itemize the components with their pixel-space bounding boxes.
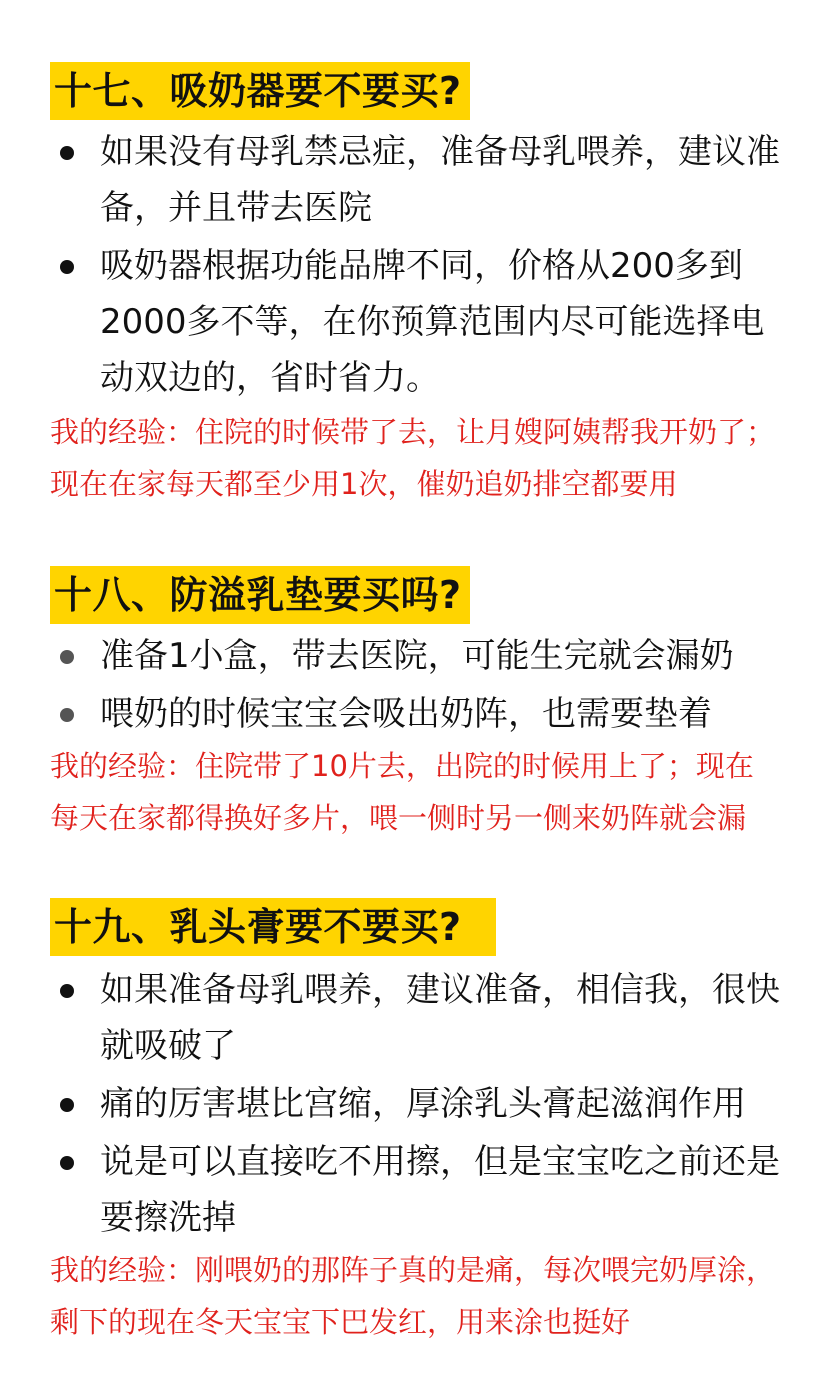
section-heading: 十八、防溢乳垫要买吗?: [50, 566, 470, 624]
section-heading: 十九、乳头膏要不要买?: [50, 898, 496, 956]
list-item: [0, 628, 828, 684]
bullet-dot-icon: [60, 1098, 74, 1112]
experience-note: 我的经验：住院的时候带了去，让月嫂阿姨帮我开奶了；现在在家每天都至少用1次，催奶追奶排空都要用: [50, 415, 776, 501]
bullet-dot-icon: [60, 984, 74, 998]
bullet-dot-icon: [60, 146, 74, 160]
bullet-list: [0, 962, 828, 1248]
list-item-text: 吸奶器根据功能品牌不同，价格从200多到2000多不等，在你预算范围内尽可能选择电动双边的，省时省力。: [100, 246, 765, 398]
bullet-list: [0, 628, 828, 744]
bullet-dot-icon: [60, 1156, 74, 1170]
bullet-dot-icon: [60, 708, 74, 722]
bullet-dot-icon: [60, 260, 74, 274]
list-item: [0, 686, 828, 742]
list-item-text: 如果没有母乳禁忌症，准备母乳喂养，建议准备，并且带去医院: [100, 132, 780, 228]
section-heading: 十七、吸奶器要不要买?: [50, 62, 470, 120]
list-item: [0, 238, 828, 406]
list-item: [0, 1076, 828, 1132]
bullet-list: [0, 124, 828, 408]
list-item-text: 喂奶的时候宝宝会吸出奶阵，也需要垫着: [100, 694, 712, 734]
experience-note: 我的经验：住院带了10片去，出院的时候用上了；现在每天在家都得换好多片，喂一侧时另一侧来奶阵就会漏: [50, 749, 754, 835]
experience-note: 我的经验：刚喂奶的那阵子真的是痛，每次喂完奶厚涂，剩下的现在冬天宝宝下巴发红，用来涂也挺好: [50, 1253, 776, 1339]
list-item: [0, 124, 828, 236]
list-item: [0, 962, 828, 1074]
list-item-text: 准备1小盒，带去医院，可能生完就会漏奶: [100, 636, 734, 676]
list-item-text: 说是可以直接吃不用擦，但是宝宝吃之前还是要擦洗掉: [100, 1142, 780, 1238]
bullet-dot-icon: [60, 650, 74, 664]
list-item-text: 如果准备母乳喂养，建议准备，相信我，很快就吸破了: [100, 970, 780, 1066]
list-item: [0, 1134, 828, 1246]
list-item-text: 痛的厉害堪比宫缩，厚涂乳头膏起滋润作用: [100, 1084, 746, 1124]
